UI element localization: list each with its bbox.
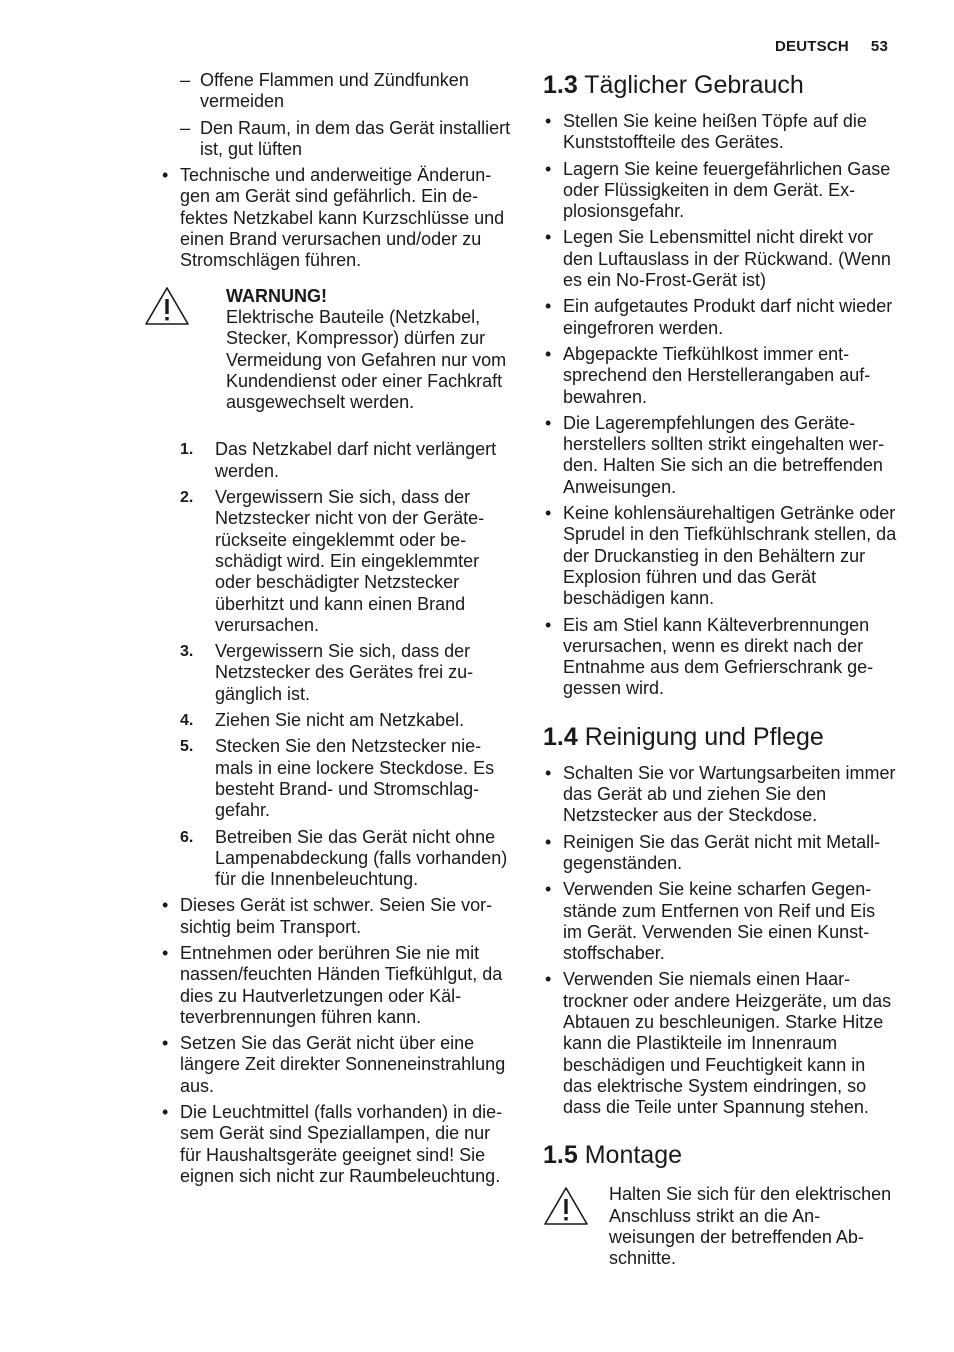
bullet-list-item: • Entnehmen oder berühren Sie nie mit nassen/feuchten Händen Tiefkühlgut, da dies zu Hautverletzungen oder Kälteverbrennungen führen kann. xyxy=(162,942,503,1027)
dash-list-item: – Offene Flammen und Zündfunken vermeiden xyxy=(180,70,469,112)
bullet-list-item: • Die Leuchtmittel (falls vorhanden) in diesem Gerät sind Speziallampen, die nur für Haushaltsgeräte geeignet sind! Sie eignen sich nicht zur Raumbeleuchtung. xyxy=(162,1102,503,1186)
header-language: DEUTSCH xyxy=(775,38,849,55)
page-number: 53 xyxy=(870,38,888,55)
bullet-list-item: • Verwenden Sie keine scharfen Gegenstände zum Entfernen von Reif und Eis im Gerät. Verwenden Sie einen Kunststoffschaber. xyxy=(545,879,876,964)
numbered-list-item: 2. Vergewissern Sie sich, dass der Netzstecker nicht von der Geräterückseite eingeklemmt oder beschädigt wird. Ein eingeklemmter oder beschädigter Netzstecker überhitzt und kann einen Brand verursachen. xyxy=(180,487,485,635)
bullet-list-item: • Ein aufgetautes Produkt darf nicht wieder eingefroren werden. xyxy=(545,296,893,338)
section-heading-1-4: 1.4 Reinigung und Pflege xyxy=(543,722,824,751)
numbered-list-item: 5. Stecken Sie den Netzstecker niemals in eine lockere Steckdose. Es besteht Brand- und Stromschlaggefahr. xyxy=(180,736,495,821)
warning-title: WARNUNG! xyxy=(226,285,327,306)
bullet-list-item: • Stellen Sie keine heißen Töpfe auf die Kunststoffteile des Gerätes. xyxy=(545,111,867,153)
warning-text: Elektrische Bauteile (Netzkabel, Stecker, Kompressor) dürfen zur Vermeidung von Gefahren nur vom Kundendienst oder einer Fachkraft ausgewechselt werden. xyxy=(226,306,507,413)
warning-box xyxy=(160,286,512,414)
dash-list-item: – Den Raum, in dem das Gerät installiert ist, gut lüften xyxy=(180,117,511,159)
section-heading-1-3: 1.3 Täglicher Gebrauch xyxy=(543,71,804,99)
page-header xyxy=(775,38,888,55)
warning-triangle-icon xyxy=(144,286,190,326)
warning-triangle-icon xyxy=(543,1186,589,1226)
bullet-list-item: • Verwenden Sie niemals einen Haartrockner oder andere Heizgeräte, um das Abtauen zu beschleunigen. Starke Hitze kann die Plastikteile im Innenraum beschädigen und Feuchtigkeit kann in das elektrische System eindringen, so dass die Teile unter Spannung stehen. xyxy=(545,969,892,1118)
warning-note xyxy=(543,1184,899,1269)
numbered-list-item: 6. Betreiben Sie das Gerät nicht ohne Lampenabdeckung (falls vorhanden) für die Innenbeleuchtung. xyxy=(180,826,508,890)
bullet-list-item: • Schalten Sie vor Wartungsarbeiten immer das Gerät ab und ziehen Sie den Netzstecker aus der Steckdose. xyxy=(545,762,896,826)
bullet-list-item: • Reinigen Sie das Gerät nicht mit Metallgegenständen. xyxy=(545,831,881,873)
bullet-list-item: • Legen Sie Lebensmittel nicht direkt vor den Luftauslass in der Rückwand. (Wenn es ein No-Frost-Gerät ist) xyxy=(545,227,891,291)
numbered-list-item: 1. Das Netzkabel darf nicht verlängert werden. xyxy=(180,439,497,481)
numbered-list-item: 3. Vergewissern Sie sich, dass der Netzstecker des Gerätes frei zugänglich ist. xyxy=(180,641,474,704)
bullet-list-item: • Lagern Sie keine feuergefährlichen Gase oder Flüssigkeiten in dem Gerät. Explosionsgefahr. xyxy=(545,158,891,222)
bullet-list-item: • Dieses Gerät ist schwer. Seien Sie vorsichtig beim Transport. xyxy=(162,895,493,937)
note-text: Halten Sie sich für den elektrischen Anschluss strikt an die Anweisungen der betreffenden Abschnitte. xyxy=(609,1184,892,1269)
bullet-list-item: • Technische und anderweitige Änderungen am Gerät sind gefährlich. Ein defektes Netzkabel kann Kurzschlüsse und einen Brand verursachen und/oder zu Stromschlägen führen. xyxy=(162,165,505,271)
left-column xyxy=(160,70,512,1192)
bullet-list-item: • Eis am Stiel kann Kälteverbrennungen verursachen, wenn es direkt nach der Entnahme aus dem Gefrierschrank gegessen wird. xyxy=(545,614,874,699)
bullet-list-item: • Keine kohlensäurehaltigen Getränke oder Sprudel in den Tiefkühlschrank stellen, da der Druckanstieg in den Behältern zur Explosion führen und das Gerät beschädigen kann. xyxy=(545,503,897,609)
bullet-list-item: • Abgepackte Tiefkühlkost immer entsprechend den Herstellerangaben aufbewahren. xyxy=(545,343,871,407)
bullet-list-item: • Die Lagerempfehlungen des Geräteherstellers sollten strikt eingehalten werden. Halten Sie sich an die betreffenden Anweisungen. xyxy=(545,412,885,497)
numbered-list-item: 4. Ziehen Sie nicht am Netzkabel. xyxy=(180,710,465,731)
bullet-list-item: • Setzen Sie das Gerät nicht über eine längere Zeit direkter Sonneneinstrahlung aus. xyxy=(162,1033,506,1096)
section-heading-1-5: 1.5 Montage xyxy=(543,1141,683,1170)
right-column xyxy=(543,70,899,1270)
